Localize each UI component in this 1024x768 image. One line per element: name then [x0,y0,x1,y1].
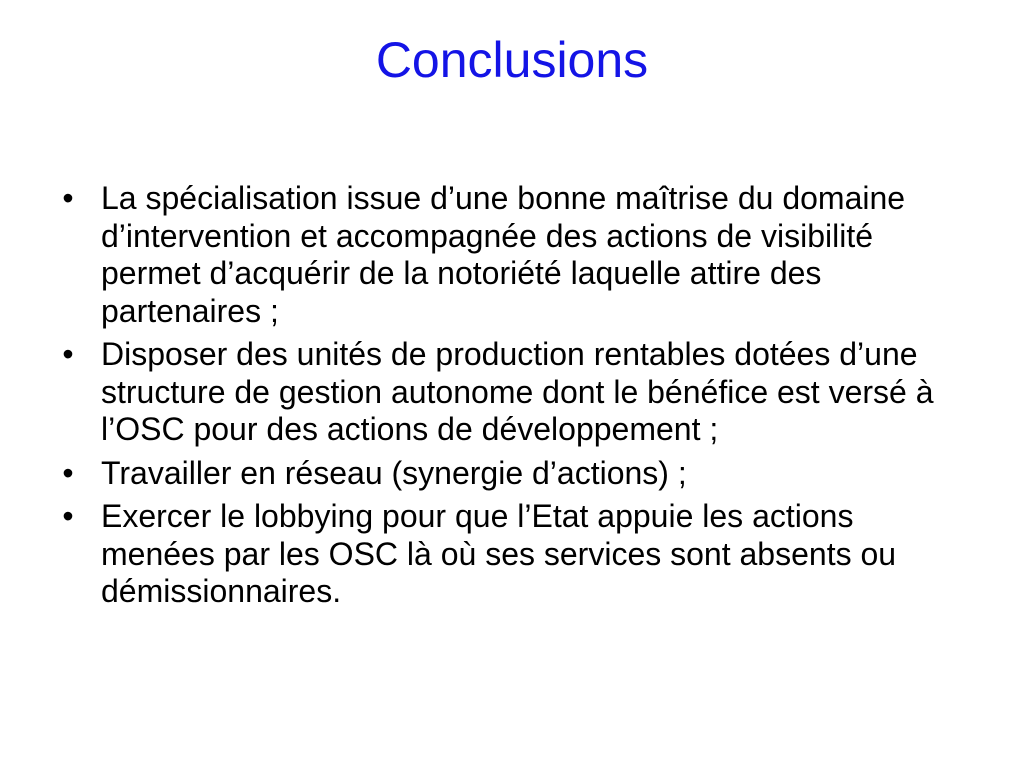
bullet-icon: • [62,180,74,216]
bullet-item [58,498,958,611]
bullet-list [58,180,958,617]
bullet-text: La spécialisation issue d’une bonne maîtrise du domaine d’intervention et accompagnée des actions de visibilité permet d’acquérir de la notoriété laquelle attire des partenaires ; [101,180,906,329]
bullet-item [58,455,958,493]
bullet-text: Travailler en réseau (synergie d’actions) ; [101,454,687,491]
bullet-icon: • [62,498,74,534]
bullet-text: Disposer des unités de production rentables dotées d’une structure de gestion autonome dont le bénéfice est versé à l’OSC pour des actions de développement ; [101,336,934,447]
slide-title: Conclusions [375,32,649,88]
bullet-text: Exercer le lobbying pour que l’Etat appuie les actions menées par les OSC là où ses services sont absents ou démissionnaires. [101,498,897,609]
bullet-icon: • [62,336,74,372]
bullet-item [58,336,958,449]
bullet-item [58,180,958,330]
bullet-icon: • [62,454,74,491]
